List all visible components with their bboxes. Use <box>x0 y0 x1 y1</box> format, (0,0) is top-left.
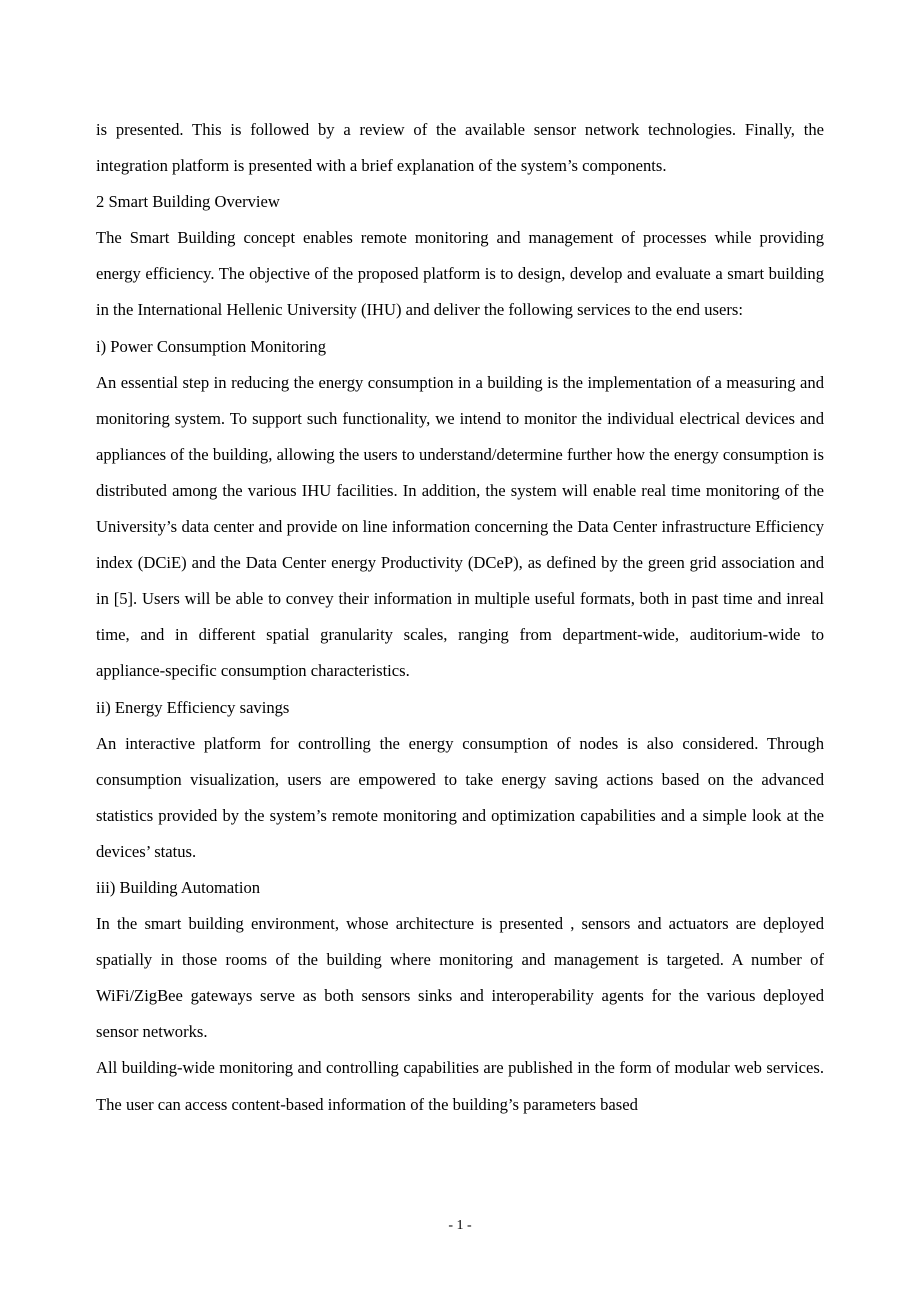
subsection-heading-energy-efficiency: ii) Energy Efficiency savings <box>96 697 290 717</box>
web-services-paragraph: All building-wide monitoring and controlling capabilities are published in the form of modular web services. The user can access content-based information of the building’s parameters based <box>96 1058 824 1114</box>
smart-building-paragraph: The Smart Building concept enables remote monitoring and management of processes while providing energy efficiency. The objective of the proposed platform is to design, develop and evaluate a smart building in the International Hellenic University (IHU) and deliver the following services to the end users: <box>96 228 824 320</box>
building-automation-paragraph: In the smart building environment, whose architecture is presented , sensors and actuators are deployed spatially in those rooms of the building where monitoring and management is targeted. A number of WiFi/ZigBee gateways serve as both sensors sinks and interoperability agents for the various deployed sensor networks. <box>96 914 824 1042</box>
subsection-heading-power-consumption: i) Power Consumption Monitoring <box>96 336 327 356</box>
energy-efficiency-paragraph: An interactive platform for controlling the energy consumption of nodes is also considered. Through consumption visualization, users are empowered to take energy saving actions based on the advanced statistics provided by the system’s remote monitoring and optimization capabilities and a simple look at the devices’ status. <box>96 733 824 861</box>
power-consumption-paragraph: An essential step in reducing the energy consumption in a building is the implementation of a measuring and monitoring system. To support such functionality, we intend to monitor the individual electrical devices and appliances of the building, allowing the users to understand/determine further how the energy consumption is distributed among the various IHU facilities. In addition, the system will enable real time monitoring of the University’s data center and provide on line information concerning the Data Center infrastructure Efficiency index (DCiE) and the Data Center energy Productivity (DCeP), as defined by the green grid association and in [5]. Users will be able to convey their information in multiple useful formats, both in past time and inreal time, and in different spatial granularity scales, ranging from department-wide, auditorium-wide to appliance-specific consumption characteristics. <box>96 372 824 681</box>
intro-paragraph: is presented. This is followed by a review of the available sensor network technologies. Finally, the integration platform is presented with a brief explanation of the system’s components. <box>96 120 824 176</box>
document-body <box>96 112 824 1123</box>
page-number: - 1 - <box>448 1218 472 1233</box>
section-heading-smart-building-overview: 2 Smart Building Overview <box>96 192 280 212</box>
subsection-heading-building-automation: iii) Building Automation <box>96 877 261 897</box>
